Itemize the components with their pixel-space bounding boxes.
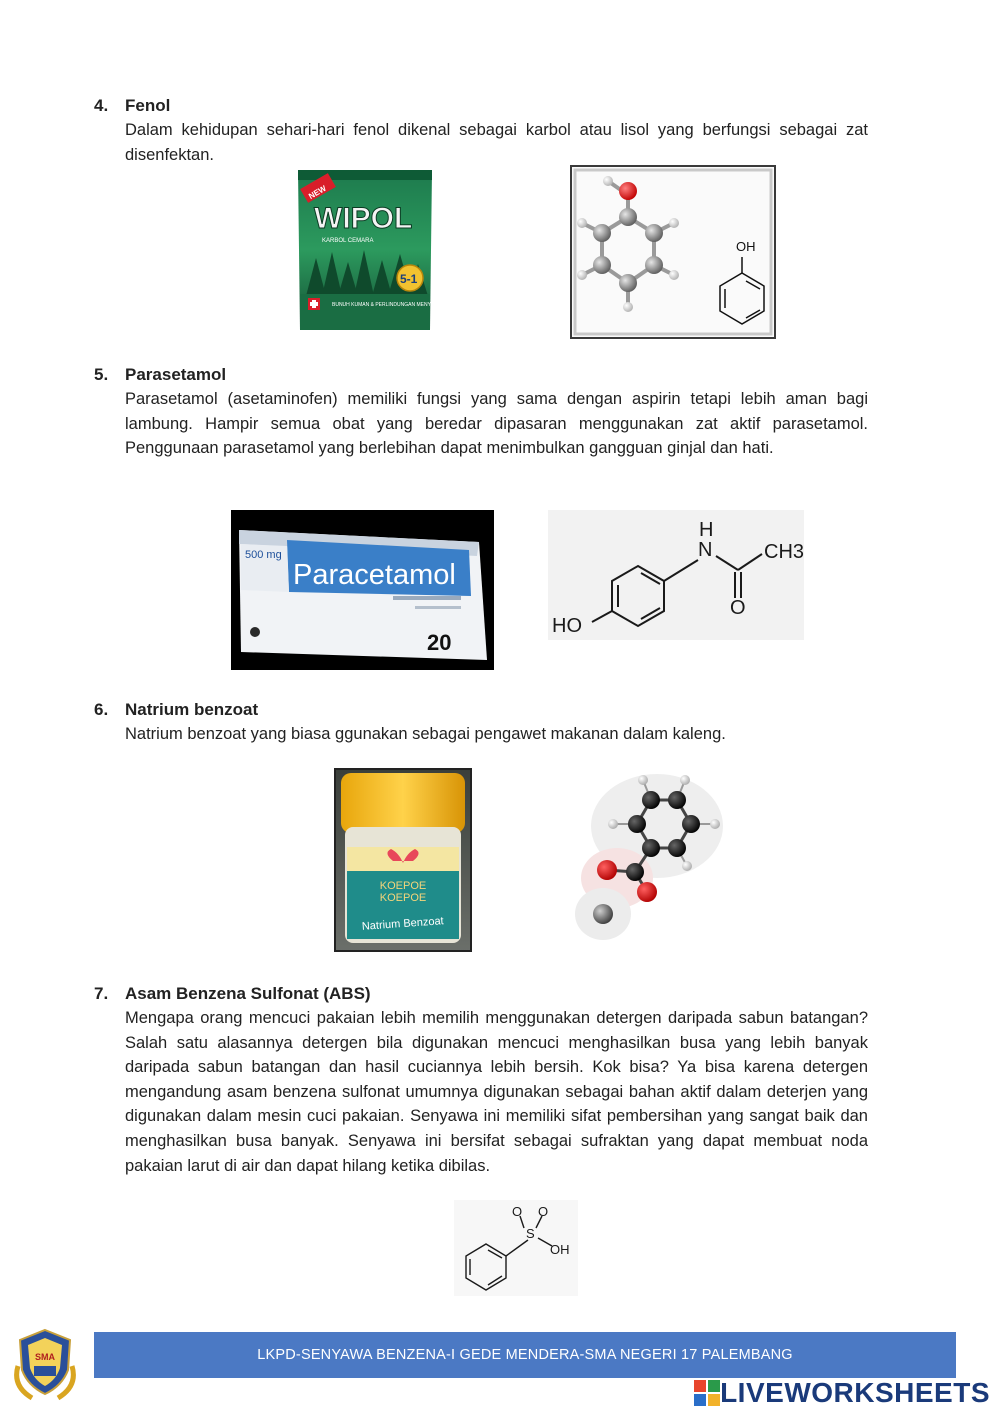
paracetamol-product-image: [231, 510, 494, 670]
abs-o1-label: O: [512, 1204, 523, 1219]
section-number: 4.: [94, 96, 109, 115]
section-body: Natrium benzoat yang biasa ggunakan sebagai pengawet makanan dalam kaleng.: [125, 725, 726, 743]
wipol-product-image: [292, 166, 452, 334]
natrium-benzoat-product-image: [335, 769, 471, 951]
koepoe-brand-1: KOEPOE: [379, 880, 427, 892]
section-heading: [94, 698, 868, 722]
liveworksheets-text: LIVEWORKSHEETS: [720, 1377, 990, 1408]
wipol-badge: NEW: [307, 183, 328, 201]
section-natrium-benzoat: [94, 698, 868, 747]
section-abs: [94, 982, 868, 1178]
school-logo-text: SMA: [35, 1352, 55, 1362]
section-title: Asam Benzena Sulfonat (ABS): [125, 984, 371, 1003]
section-parasetamol: [94, 363, 868, 461]
paracetamol-n-label: N: [698, 539, 713, 561]
section-title: Fenol: [125, 96, 171, 115]
wipol-subtitle: KARBOL CEMARA: [322, 238, 374, 244]
paracetamol-structure-image: [548, 510, 804, 640]
section-heading: [94, 94, 868, 118]
section-title: Natrium benzoat: [125, 700, 259, 719]
section-heading: [94, 363, 868, 387]
section-heading: [94, 982, 868, 1006]
paracetamol-ch3-label: CH3: [764, 541, 805, 563]
section-number: 7.: [94, 984, 109, 1003]
footer-bar: [94, 1332, 956, 1378]
liveworksheets-brand[interactable]: [694, 1377, 990, 1409]
abs-structure-image: [454, 1200, 578, 1296]
section-number: 6.: [94, 700, 109, 719]
section-number: 5.: [94, 365, 109, 384]
section-body: Parasetamol (asetaminofen) memiliki fungsi yang sama dengan aspirin tetapi lebih aman bagi lambung. Hampir semua obat yang beredar dipasaran menggunakan zat aktif parasetamol. Penggunaan parasetamol yang berlebihan dapat menimbulkan gangguan ginjal dan hati.: [125, 390, 868, 458]
liveworksheets-logo-icon: [694, 1380, 720, 1406]
paracetamol-o-label: O: [730, 597, 746, 619]
section-body: Mengapa orang mencuci pakaian lebih memilih menggunakan detergen daripada sabun batangan? Salah satu alasannya detergen bila digunakan mencuci menghasilkan busa yang lebih banyak daripada sabun batangan dan hasil cuciannya lebih bersih. Kok bisa? Ya bisa karena detergen mengandung asam benzena sulfonat umumnya digunakan sebagai bahan aktif dalam deterjen yang digunakan dalam mesin cuci pakaian. Senyawa ini memiliki sifat pembersihan yang sangat baik dan menghasilkan busa banyak. Senyawa ini bersifat sebagai sufraktan yang dapat membuat noda pakaian larut di air dan dapat hilang ketika dibilas.: [125, 1009, 868, 1175]
fenol-structure-image: [570, 165, 776, 339]
fenol-oh-label: OH: [736, 239, 756, 254]
natrium-benzoat-structure-image: [573, 766, 731, 948]
section-fenol: [94, 94, 868, 167]
wipol-promo: 5-1: [400, 272, 418, 286]
school-logo: [10, 1326, 80, 1402]
abs-o2-label: O: [538, 1204, 549, 1219]
section-title: Parasetamol: [125, 365, 227, 384]
section-body: Dalam kehidupan sehari-hari fenol dikenal sebagai karbol atau lisol yang berfungsi sebagai zat disenfektan.: [125, 121, 868, 164]
wipol-caption: BUNUH KUMAN & PERLINDUNGAN MENYELURUH: [332, 302, 452, 308]
footer-text: LKPD-SENYAWA BENZENA-I GEDE MENDERA-SMA NEGERI 17 PALEMBANG: [257, 1347, 793, 1363]
wipol-brand: WIPOL: [314, 202, 413, 235]
abs-oh-label: OH: [550, 1242, 570, 1257]
paracetamol-h-label: H: [699, 519, 714, 541]
paracetamol-ho-label: HO: [552, 615, 582, 637]
abs-s-label: S: [526, 1226, 535, 1241]
koepoe-brand-2: KOEPOE: [379, 892, 427, 904]
paracetamol-name: Paracetamol: [293, 559, 456, 591]
paracetamol-count: 20: [427, 630, 452, 655]
paracetamol-dose: 500 mg: [245, 549, 282, 561]
koepoe-label: Natrium Benzoat: [361, 915, 445, 933]
